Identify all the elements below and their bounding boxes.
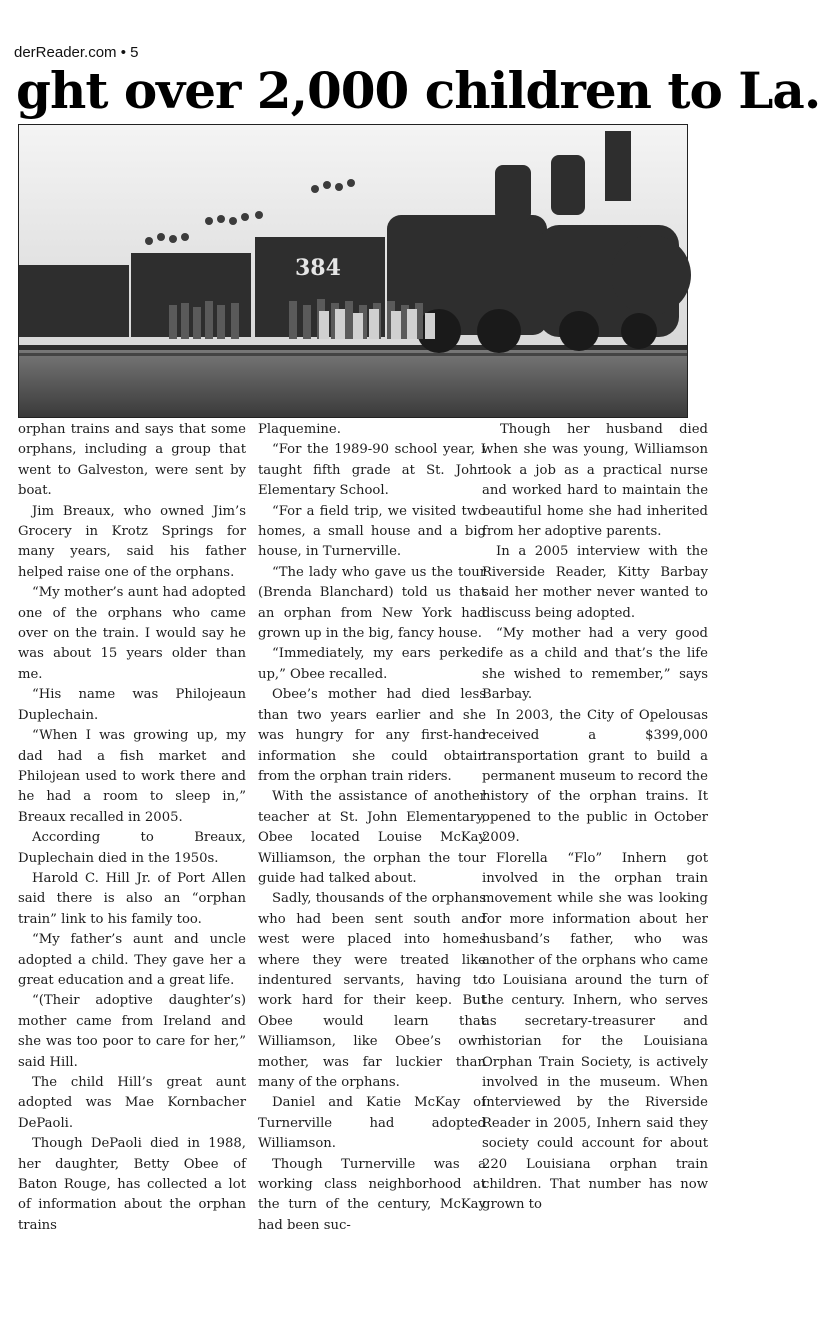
paragraph: “His name was Philojeaun Duplechain. <box>18 687 246 723</box>
column-1 <box>18 420 246 1320</box>
paragraph: “Immediately, my ears perked up,” Obee recalled. <box>258 646 486 682</box>
column-2 <box>258 420 486 1320</box>
headline: ght over 2,000 children to La. <box>16 61 820 120</box>
paragraph: “For a field trip, we visited two homes, a small house and a big house, in Turnerville. <box>258 503 486 560</box>
paragraph: Though her husband died when she was young, Williamson took a job as a practical nurse and worked hard to maintain the beautiful home she had inherited from her adoptive parents. <box>482 422 708 540</box>
paragraph: “My mother had a very good life as a child and that’s the life she wished to remember,” says Barbay. <box>482 626 708 703</box>
paragraph: In a 2005 interview with the Riverside Reader, Kitty Barbay said her mother never wanted to discuss being adopted. <box>482 544 708 621</box>
article-body <box>18 420 708 1320</box>
paragraph: In 2003, the City of Opelousas received a $399,000 transportation grant to build a permanent museum to record the history of the orphan trains. It opened to the public in October 2009. <box>482 707 708 846</box>
paragraph: With the assistance of another teacher at St. John Elementary, Obee located Louise McKay Williamson, the orphan the tour guide had talked about. <box>258 789 486 886</box>
paragraph: Daniel and Katie McKay of Turnerville had adopted Williamson. <box>258 1095 486 1152</box>
paragraph: Obee’s mother had died less than two years earlier and she was hungry for any first-hand information she could obtain from the orphan train riders. <box>258 687 486 784</box>
page-header: derReader.com • 5 <box>14 44 139 61</box>
paragraph: According to Breaux, Duplechain died in the 1950s. <box>18 830 246 866</box>
paragraph: “For the 1989-90 school year, I taught fifth grade at St. John Elementary School. <box>258 442 486 499</box>
paragraph: Jim Breaux, who owned Jim’s Grocery in Krotz Springs for many years, said his father helped raise one of the orphans. <box>18 503 246 580</box>
column-3 <box>482 420 708 1320</box>
paragraph: Sadly, thousands of the orphans who had been sent south and west were placed into homes where they were treated like indentured servants, having to work hard for their keep. But Obee would learn that Williamson, like Obee’s own mother, was far luckier than many of the orphans. <box>258 891 486 1090</box>
paragraph: Though DePaoli died in 1988, her daughter, Betty Obee of Baton Rouge, has collected a lot of information about the orphan trains <box>18 1136 246 1233</box>
paragraph: “When I was growing up, my dad had a fish market and Philojean used to work there and he had a room to sleep in,” Breaux recalled in 2005. <box>18 728 246 825</box>
paragraph: orphan trains and says that some orphans, including a group that went to Galveston, were sent by boat. <box>18 422 246 499</box>
train-photo <box>18 124 688 418</box>
paragraph: “(Their adoptive daughter’s) mother came from Ireland and she was too poor to care for her,” said Hill. <box>18 993 246 1070</box>
paragraph: Though Turnerville was a working class neighborhood at the turn of the century, McKay had been suc- <box>258 1156 486 1233</box>
train-photo-image <box>19 125 687 417</box>
paragraph: Plaquemine. <box>258 422 341 437</box>
paragraph: “My father’s aunt and uncle adopted a child. They gave her a great education and a great life. <box>18 932 246 988</box>
paragraph: The child Hill’s great aunt adopted was Mae Kornbacher DePaoli. <box>18 1075 246 1131</box>
paragraph: Harold C. Hill Jr. of Port Allen said there is also an “orphan train” link to his family too. <box>18 870 246 927</box>
paragraph: “The lady who gave us the tour (Brenda Blanchard) told us that an orphan from New York had grown up in the big, fancy house. <box>258 564 486 642</box>
paragraph: Florella “Flo” Inhern got involved in the orphan train movement while she was looking for more information about her husband’s father, who was another of the orphans who came to Louisiana around the turn of the century. Inhern, who serves as secretary-treasurer and historian for the Louisiana Orphan Train Society, is actively involved in the museum. When interviewed by the Riverside Reader in 2005, Inhern said they society could account for about 220 Louisiana orphan train children. That number has now grown to <box>482 850 708 1213</box>
paragraph: “My mother’s aunt had adopted one of the orphans who came over on the train. I would say he was about 15 years older than me. <box>18 585 246 682</box>
locomotive-number: 384 <box>295 255 341 281</box>
